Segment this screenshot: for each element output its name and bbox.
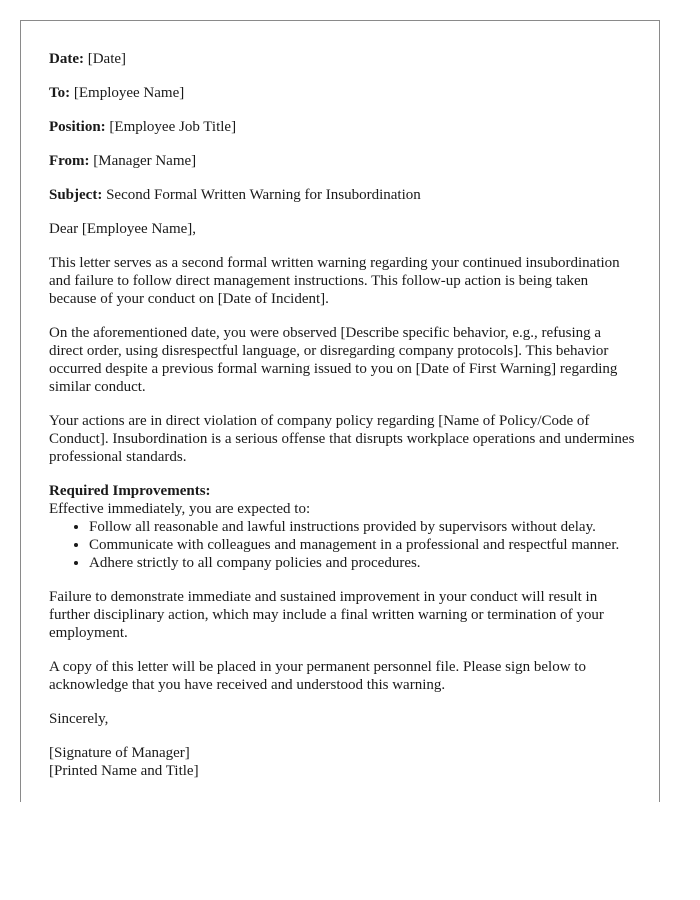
signature-line: [Signature of Manager] xyxy=(49,745,190,761)
to-label: To: xyxy=(49,85,71,101)
to-line xyxy=(49,84,635,102)
date-value: [Date] xyxy=(87,51,127,67)
date-line xyxy=(49,50,635,68)
improvements-intro: Effective immediately, you are expected to: xyxy=(49,501,311,517)
signature-block xyxy=(49,744,635,780)
salutation: Dear [Employee Name], xyxy=(49,221,197,237)
from-label: From: xyxy=(49,153,90,169)
paragraph-behavior: On the aforementioned date, you were observed [Describe specific behavior, e.g., refusing a direct order, using disrespectful language, or disregarding company protocols]. This behavior occurred despite a previous formal warning issued to you on [Date of First Warning] regarding similar conduct. xyxy=(49,325,618,395)
paragraph-consequences: Failure to demonstrate immediate and sustained improvement in your conduct will result in further disciplinary action, which may include a final written warning or termination of your employment. xyxy=(49,589,604,641)
improvement-item: • Adhere strictly to all company policies and procedures. xyxy=(89,554,635,572)
improvements-title: Required Improvements: xyxy=(49,483,211,499)
letter-page xyxy=(20,20,660,802)
from-value: [Manager Name] xyxy=(93,153,197,169)
improvement-item: • Communicate with colleagues and management in a professional and respectful manner. xyxy=(89,536,635,554)
paragraph-violation: Your actions are in direct violation of company policy regarding [Name of Policy/Code of Conduct]. Insubordination is a serious offense that disrupts workplace operations and undermines professional standards. xyxy=(49,413,635,465)
printed-name-line: [Printed Name and Title] xyxy=(49,763,199,779)
date-label: Date: xyxy=(49,51,84,67)
position-line xyxy=(49,118,635,136)
improvements-list xyxy=(49,518,635,572)
subject-value: Second Formal Written Warning for Insubordination xyxy=(106,187,421,203)
position-value: [Employee Job Title] xyxy=(109,119,237,135)
sign-off: Sincerely, xyxy=(49,711,109,727)
to-value: [Employee Name] xyxy=(73,85,185,101)
from-line xyxy=(49,152,635,170)
letter-content xyxy=(49,50,635,780)
paragraph-acknowledge: A copy of this letter will be placed in your permanent personnel file. Please sign below to acknowledge that you have received and understood this warning. xyxy=(49,659,586,693)
improvements-section xyxy=(49,482,635,572)
position-label: Position: xyxy=(49,119,106,135)
paragraph-intro: This letter serves as a second formal written warning regarding your continued insubordination and failure to follow direct management instructions. This follow-up action is being taken because of your conduct on [Date of Incident]. xyxy=(49,255,620,307)
subject-label: Subject: xyxy=(49,187,103,203)
improvement-item: • Follow all reasonable and lawful instructions provided by supervisors without delay. xyxy=(89,518,635,536)
subject-line xyxy=(49,186,635,204)
